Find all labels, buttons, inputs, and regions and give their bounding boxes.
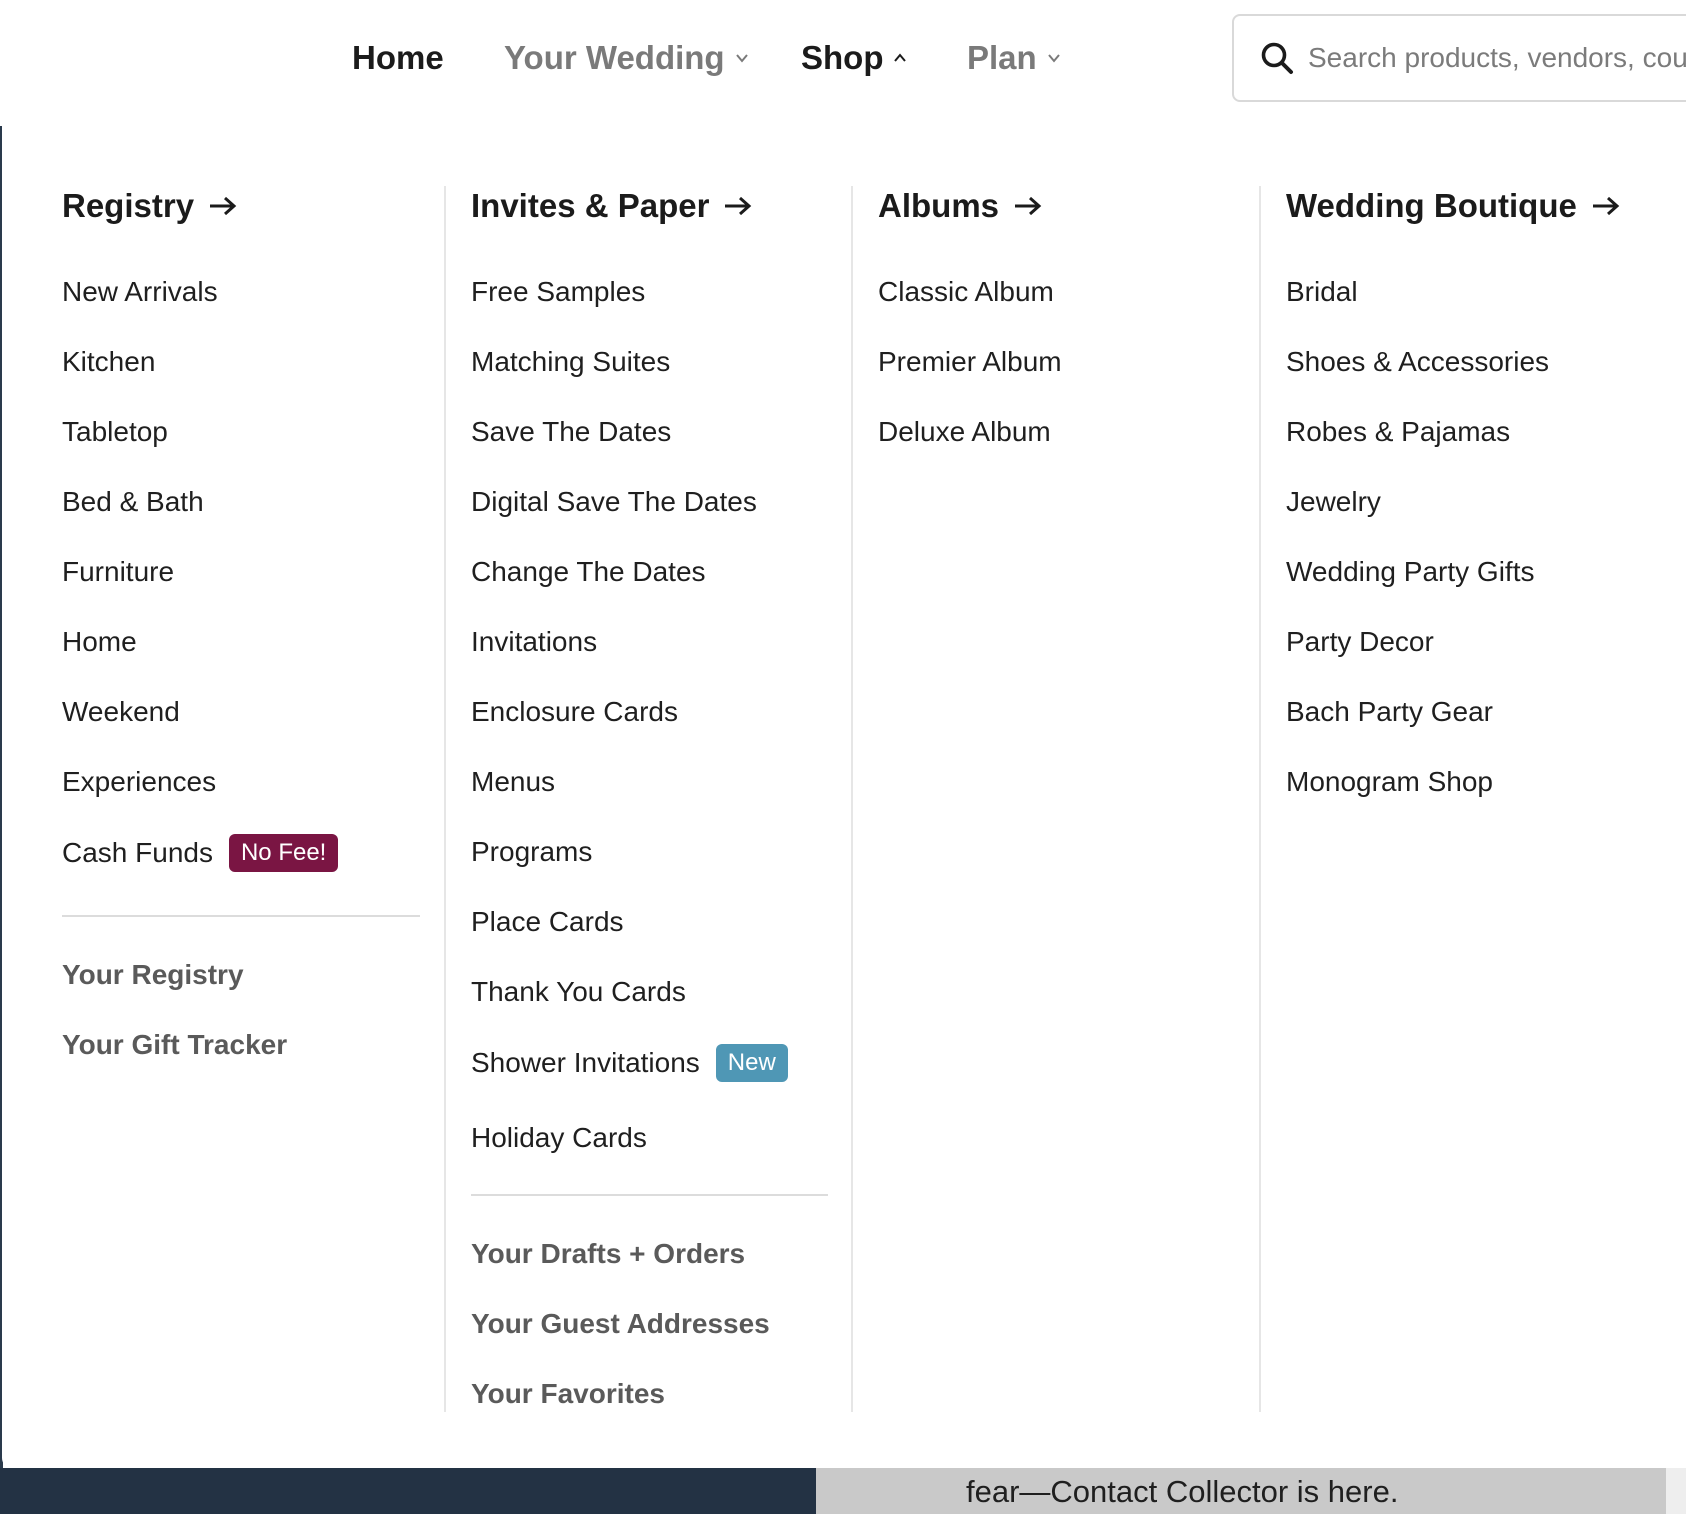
menu-link-shoes-accessories[interactable]: Shoes & Accessories [1286, 346, 1550, 377]
search-input[interactable] [1308, 42, 1686, 74]
shower-invitations-label: Shower Invitations [471, 1047, 700, 1078]
menu-link-kitchen[interactable]: Kitchen [62, 346, 156, 377]
menu-link-party-decor[interactable]: Party Decor [1286, 626, 1434, 657]
nav-plan[interactable] [967, 34, 1061, 82]
menu-link-shower-invitations[interactable] [471, 1043, 788, 1083]
divider [62, 915, 420, 917]
nav-shop[interactable] [801, 34, 907, 82]
wedding-boutique-heading-link[interactable] [1286, 184, 1621, 228]
arrow-right-icon [208, 195, 238, 217]
menu-link-holiday-cards[interactable]: Holiday Cards [471, 1122, 647, 1153]
menu-link-menus[interactable]: Menus [471, 766, 556, 797]
menu-link-your-gift-tracker[interactable]: Your Gift Tracker [62, 1029, 288, 1060]
invites-paper-heading: Invites & Paper [471, 187, 710, 224]
nav-your-wedding[interactable] [504, 34, 749, 82]
menu-link-your-favorites[interactable]: Your Favorites [471, 1378, 665, 1409]
background-caption: fear—Contact Collector is here. [966, 1474, 1399, 1509]
albums-heading: Albums [878, 187, 1000, 224]
menu-link-experiences[interactable]: Experiences [62, 766, 217, 797]
menu-link-jewelry[interactable]: Jewelry [1286, 486, 1381, 517]
menu-link-deluxe-album[interactable]: Deluxe Album [878, 416, 1051, 447]
nav-home-label: Home [352, 39, 444, 76]
new-badge: New [716, 1044, 788, 1082]
arrow-right-icon [1591, 195, 1621, 217]
registry-heading: Registry [62, 187, 195, 224]
menu-link-home[interactable]: Home [62, 626, 137, 657]
menu-link-place-cards[interactable]: Place Cards [471, 906, 624, 937]
menu-link-tabletop[interactable]: Tabletop [62, 416, 168, 447]
top-nav-bar [0, 0, 1686, 124]
invites-paper-heading-link[interactable] [471, 184, 753, 228]
menu-link-enclosure-cards[interactable]: Enclosure Cards [471, 696, 678, 727]
no-fee-badge: No Fee! [229, 834, 338, 872]
menu-link-classic-album[interactable]: Classic Album [878, 276, 1054, 307]
chevron-down-icon [1047, 51, 1061, 65]
registry-heading-link[interactable] [62, 184, 238, 228]
menu-link-your-registry[interactable]: Your Registry [62, 959, 244, 990]
search-icon [1260, 41, 1294, 75]
menu-link-matching-suites[interactable]: Matching Suites [471, 346, 671, 377]
menu-link-programs[interactable]: Programs [471, 836, 593, 867]
nav-home[interactable] [352, 34, 444, 82]
menu-link-wedding-party-gifts[interactable]: Wedding Party Gifts [1286, 556, 1535, 587]
menu-link-save-the-dates[interactable]: Save The Dates [471, 416, 672, 447]
nav-plan-label: Plan [967, 39, 1037, 76]
divider [471, 1194, 828, 1196]
menu-link-invitations[interactable]: Invitations [471, 626, 598, 657]
nav-shop-label: Shop [801, 39, 884, 76]
search-box[interactable] [1232, 14, 1686, 102]
menu-link-thank-you-cards[interactable]: Thank You Cards [471, 976, 686, 1007]
chevron-down-icon [735, 51, 749, 65]
column-divider [1259, 186, 1261, 1412]
menu-link-change-the-dates[interactable]: Change The Dates [471, 556, 706, 587]
background-dark-band [0, 1468, 816, 1514]
arrow-right-icon [1013, 195, 1043, 217]
menu-link-premier-album[interactable]: Premier Album [878, 346, 1062, 377]
cash-funds-label: Cash Funds [62, 837, 213, 868]
column-divider [851, 186, 853, 1412]
menu-link-new-arrivals[interactable]: New Arrivals [62, 276, 218, 307]
column-divider [444, 186, 446, 1412]
menu-link-robes-pajamas[interactable]: Robes & Pajamas [1286, 416, 1511, 447]
menu-link-your-drafts-orders[interactable]: Your Drafts + Orders [471, 1238, 746, 1269]
menu-link-weekend[interactable]: Weekend [62, 696, 180, 727]
menu-link-digital-save-the-dates[interactable]: Digital Save The Dates [471, 486, 757, 517]
menu-link-free-samples[interactable]: Free Samples [471, 276, 646, 307]
arrow-right-icon [723, 195, 753, 217]
menu-link-bach-party-gear[interactable]: Bach Party Gear [1286, 696, 1493, 727]
menu-link-your-guest-addresses[interactable]: Your Guest Addresses [471, 1308, 770, 1339]
nav-your-wedding-label: Your Wedding [504, 39, 725, 76]
background-edge [1666, 1468, 1686, 1514]
menu-link-monogram-shop[interactable]: Monogram Shop [1286, 766, 1494, 797]
albums-heading-link[interactable] [878, 184, 1043, 228]
chevron-up-icon [893, 51, 907, 65]
wedding-boutique-heading: Wedding Boutique [1286, 187, 1577, 224]
menu-link-bridal[interactable]: Bridal [1286, 276, 1358, 307]
menu-link-cash-funds[interactable] [62, 833, 338, 873]
menu-link-bed-bath[interactable]: Bed & Bath [62, 486, 204, 517]
menu-link-furniture[interactable]: Furniture [62, 556, 175, 587]
